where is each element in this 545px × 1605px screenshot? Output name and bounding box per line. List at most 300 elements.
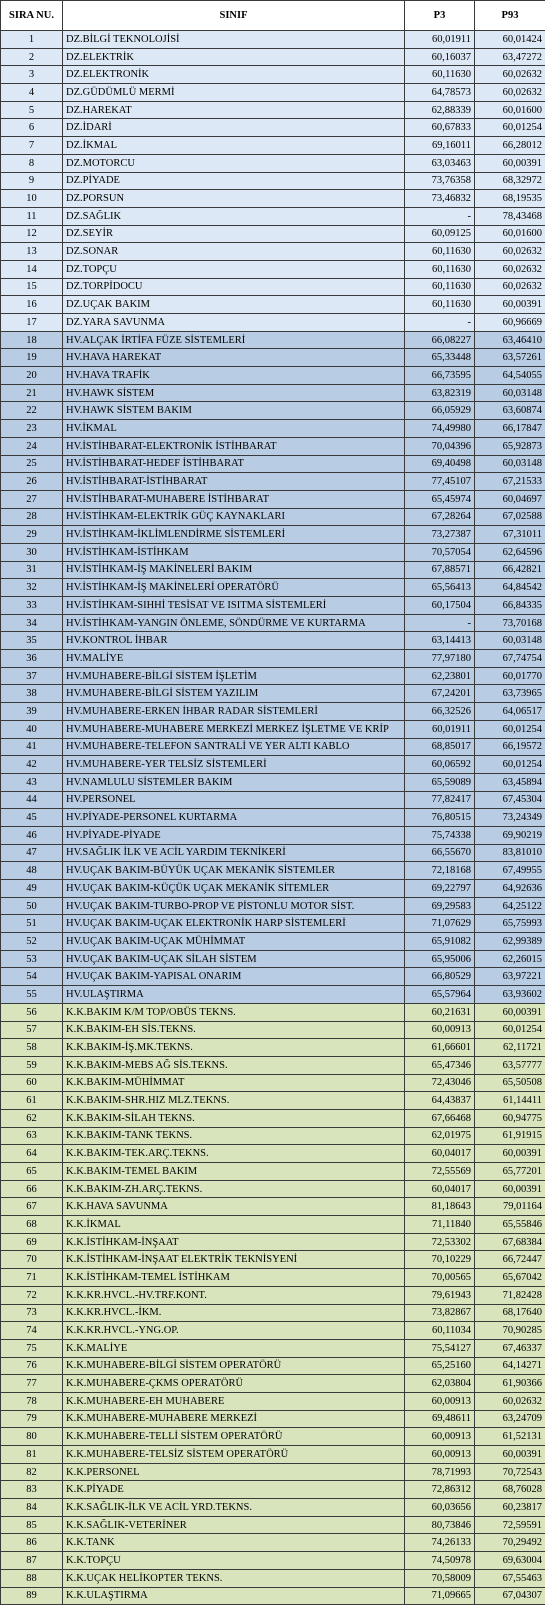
cell-p3: 74,49980 (405, 420, 475, 438)
cell-p93: 63,57777 (475, 1056, 545, 1074)
cell-sinif: HV.İSTİHBARAT-MUHABERE İSTİHBARAT (63, 490, 405, 508)
cell-sinif: K.K.MUHABERE-MUHABERE MERKEZİ (63, 1410, 405, 1428)
cell-p3: 65,45974 (405, 490, 475, 508)
table-row (1, 1375, 545, 1393)
cell-p3: 81,18643 (405, 1198, 475, 1216)
cell-p93: 67,04307 (475, 1587, 545, 1605)
cell-sinif: HV.İSTİHKAM-İKLİMLENDİRME SİSTEMLERİ (63, 526, 405, 544)
cell-no: 60 (1, 1074, 63, 1092)
cell-sinif: DZ.PİYADE (63, 172, 405, 190)
cell-no: 71 (1, 1269, 63, 1287)
cell-sinif: K.K.BAKIM-TEK.ARÇ.TEKNS. (63, 1145, 405, 1163)
cell-sinif: K.K.UÇAK HELİKOPTER TEKNS. (63, 1569, 405, 1587)
table-row (1, 48, 545, 66)
table-row (1, 1322, 545, 1340)
cell-p93: 60,01770 (475, 667, 545, 685)
table-row (1, 950, 545, 968)
cell-p93: 63,46410 (475, 331, 545, 349)
table-row (1, 773, 545, 791)
cell-p93: 68,17640 (475, 1304, 545, 1322)
cell-p93: 68,19535 (475, 190, 545, 208)
cell-no: 58 (1, 1039, 63, 1057)
table-row (1, 1039, 545, 1057)
table-row (1, 420, 545, 438)
cell-sinif: K.K.İSTİHKAM-İNŞAAT (63, 1233, 405, 1251)
cell-p93: 63,60874 (475, 402, 545, 420)
table-row (1, 137, 545, 155)
table-row (1, 1552, 545, 1570)
cell-no: 54 (1, 968, 63, 986)
cell-sinif: HV.HAVA TRAFİK (63, 367, 405, 385)
cell-sinif: HV.İSTİHBARAT-ELEKTRONİK İSTİHBARAT (63, 437, 405, 455)
table-row (1, 1074, 545, 1092)
cell-sinif: DZ.HAREKAT (63, 101, 405, 119)
cell-sinif: K.K.MUHABERE-TELLİ SİSTEM OPERATÖRÜ (63, 1428, 405, 1446)
table-row (1, 1516, 545, 1534)
cell-p3: 69,29583 (405, 897, 475, 915)
cell-p3: 60,04017 (405, 1180, 475, 1198)
cell-no: 84 (1, 1499, 63, 1517)
cell-p93: 65,67042 (475, 1269, 545, 1287)
cell-no: 16 (1, 296, 63, 314)
cell-p3: 66,73595 (405, 367, 475, 385)
cell-p93: 60,01600 (475, 101, 545, 119)
cell-no: 40 (1, 720, 63, 738)
cell-sinif: K.K.MUHABERE-BİLGİ SİSTEM OPERATÖRÜ (63, 1357, 405, 1375)
cell-no: 73 (1, 1304, 63, 1322)
table-row (1, 756, 545, 774)
cell-sinif: K.K.MALİYE (63, 1339, 405, 1357)
cell-p93: 66,72447 (475, 1251, 545, 1269)
cell-sinif: HV.İSTİHBARAT-HEDEF İSTİHBARAT (63, 455, 405, 473)
table-row (1, 1056, 545, 1074)
table-row (1, 154, 545, 172)
cell-sinif: K.K.PERSONEL (63, 1463, 405, 1481)
cell-no: 24 (1, 437, 63, 455)
table-row (1, 1251, 545, 1269)
cell-p3: 60,16037 (405, 48, 475, 66)
cell-p3: 60,01911 (405, 720, 475, 738)
cell-no: 30 (1, 543, 63, 561)
header-sinif: SINIF (63, 1, 405, 31)
cell-no: 43 (1, 773, 63, 791)
cell-sinif: K.K.BAKIM-SHR.HIZ MLZ.TEKNS. (63, 1092, 405, 1110)
cell-p3: 80,73846 (405, 1516, 475, 1534)
cell-p93: 60,00391 (475, 1446, 545, 1464)
table-row (1, 543, 545, 561)
cell-p3: 76,80515 (405, 809, 475, 827)
cell-p93: 63,73965 (475, 685, 545, 703)
cell-p93: 60,02632 (475, 260, 545, 278)
cell-p93: 60,00391 (475, 1003, 545, 1021)
cell-sinif: HV.ULAŞTIRMA (63, 986, 405, 1004)
table-row (1, 367, 545, 385)
cell-p93: 65,77201 (475, 1163, 545, 1181)
cell-sinif: K.K.HAVA SAVUNMA (63, 1198, 405, 1216)
cell-sinif: HV.HAWK SİSTEM BAKIM (63, 402, 405, 420)
cell-p93: 67,68384 (475, 1233, 545, 1251)
table-row (1, 1198, 545, 1216)
cell-p93: 60,00391 (475, 1180, 545, 1198)
cell-p93: 72,59591 (475, 1516, 545, 1534)
table-row (1, 225, 545, 243)
table-row (1, 278, 545, 296)
cell-sinif: K.K.KR.HVCL.-YNG.OP. (63, 1322, 405, 1340)
table-row (1, 1269, 545, 1287)
cell-sinif: HV.PİYADE-PİYADE (63, 826, 405, 844)
table-row (1, 597, 545, 615)
cell-sinif: K.K.İKMAL (63, 1216, 405, 1234)
cell-sinif: HV.SAĞLIK İLK VE ACİL YARDIM TEKNİKERİ (63, 844, 405, 862)
cell-p3: 67,28264 (405, 508, 475, 526)
cell-sinif: K.K.MUHABERE-TELSİZ SİSTEM OPERATÖRÜ (63, 1446, 405, 1464)
cell-sinif: HV.MUHABERE-BİLGİ SİSTEM İŞLETİM (63, 667, 405, 685)
cell-p3: 66,80529 (405, 968, 475, 986)
table-row (1, 1180, 545, 1198)
cell-p93: 60,02632 (475, 278, 545, 296)
cell-p93: 66,17847 (475, 420, 545, 438)
cell-no: 89 (1, 1587, 63, 1605)
table-row (1, 1428, 545, 1446)
cell-no: 45 (1, 809, 63, 827)
table-row (1, 1233, 545, 1251)
cell-p93: 62,64596 (475, 543, 545, 561)
cell-p93: 60,01424 (475, 31, 545, 49)
cell-sinif: K.K.ULAŞTIRMA (63, 1587, 405, 1605)
cell-sinif: K.K.BAKIM K/M TOP/OBÜS TEKNS. (63, 1003, 405, 1021)
table-row (1, 880, 545, 898)
cell-sinif: HV.UÇAK BAKIM-BÜYÜK UÇAK MEKANİK SİSTEMLER (63, 862, 405, 880)
table-row (1, 119, 545, 137)
cell-sinif: DZ.İDARİ (63, 119, 405, 137)
cell-p3: 65,33448 (405, 349, 475, 367)
cell-p93: 60,02632 (475, 66, 545, 84)
cell-p3: 72,43046 (405, 1074, 475, 1092)
cell-sinif: K.K.PİYADE (63, 1481, 405, 1499)
cell-no: 23 (1, 420, 63, 438)
cell-sinif: DZ.ELEKTRONİK (63, 66, 405, 84)
table-row (1, 1481, 545, 1499)
table-row (1, 1127, 545, 1145)
cell-no: 20 (1, 367, 63, 385)
cell-p93: 67,46337 (475, 1339, 545, 1357)
cell-no: 67 (1, 1198, 63, 1216)
cell-p3: 72,86312 (405, 1481, 475, 1499)
cell-sinif: HV.MUHABERE-ERKEN İHBAR RADAR SİSTEMLERİ (63, 703, 405, 721)
cell-p93: 71,82428 (475, 1286, 545, 1304)
cell-p93: 68,76028 (475, 1481, 545, 1499)
cell-no: 36 (1, 650, 63, 668)
cell-p93: 66,28012 (475, 137, 545, 155)
cell-no: 6 (1, 119, 63, 137)
cell-p3: 63,03463 (405, 154, 475, 172)
cell-p93: 60,96669 (475, 314, 545, 332)
cell-sinif: HV.İKMAL (63, 420, 405, 438)
cell-no: 88 (1, 1569, 63, 1587)
cell-sinif: DZ.SONAR (63, 243, 405, 261)
cell-no: 4 (1, 84, 63, 102)
table-row (1, 1534, 545, 1552)
table-row (1, 791, 545, 809)
table-row (1, 703, 545, 721)
cell-no: 68 (1, 1216, 63, 1234)
table-row (1, 455, 545, 473)
cell-p93: 60,01254 (475, 720, 545, 738)
cell-no: 57 (1, 1021, 63, 1039)
cell-no: 55 (1, 986, 63, 1004)
cell-p93: 62,99389 (475, 933, 545, 951)
cell-p3: 67,24201 (405, 685, 475, 703)
cell-p93: 60,01254 (475, 119, 545, 137)
cell-no: 46 (1, 826, 63, 844)
cell-p3: 61,66601 (405, 1039, 475, 1057)
cell-no: 42 (1, 756, 63, 774)
cell-p93: 64,25122 (475, 897, 545, 915)
cell-p3: 70,04396 (405, 437, 475, 455)
table-row (1, 1092, 545, 1110)
cell-p93: 60,03148 (475, 632, 545, 650)
cell-no: 74 (1, 1322, 63, 1340)
cell-sinif: DZ.TORPİDOCU (63, 278, 405, 296)
table-row (1, 1021, 545, 1039)
cell-no: 31 (1, 561, 63, 579)
table-row (1, 1587, 545, 1605)
cell-p93: 60,02632 (475, 1392, 545, 1410)
cell-p93: 67,45304 (475, 791, 545, 809)
cell-p93: 61,91915 (475, 1127, 545, 1145)
cell-p93: 63,24709 (475, 1410, 545, 1428)
cell-no: 19 (1, 349, 63, 367)
cell-no: 63 (1, 1127, 63, 1145)
cell-p3: 60,17504 (405, 597, 475, 615)
cell-p3: 70,57054 (405, 543, 475, 561)
cell-p3: 65,47346 (405, 1056, 475, 1074)
table-row (1, 1145, 545, 1163)
cell-p93: 70,90285 (475, 1322, 545, 1340)
cell-p3: 65,95006 (405, 950, 475, 968)
cell-p3: 70,00565 (405, 1269, 475, 1287)
cell-p93: 60,03148 (475, 455, 545, 473)
cell-sinif: HV.İSTİHBARAT-İSTİHBARAT (63, 473, 405, 491)
cell-p3: 77,97180 (405, 650, 475, 668)
cell-p93: 73,70168 (475, 614, 545, 632)
cell-sinif: HV.İSTİHKAM-İSTİHKAM (63, 543, 405, 561)
cell-p93: 67,49955 (475, 862, 545, 880)
cell-no: 32 (1, 579, 63, 597)
cell-p3: 67,66468 (405, 1109, 475, 1127)
cell-sinif: DZ.TOPÇU (63, 260, 405, 278)
cell-no: 14 (1, 260, 63, 278)
cell-p3: 73,82867 (405, 1304, 475, 1322)
cell-p93: 64,92636 (475, 880, 545, 898)
cell-p3: 60,11630 (405, 278, 475, 296)
cell-no: 2 (1, 48, 63, 66)
table-row (1, 1304, 545, 1322)
table-row (1, 933, 545, 951)
cell-no: 47 (1, 844, 63, 862)
cell-sinif: HV.MUHABERE-YER TELSİZ SİSTEMLERİ (63, 756, 405, 774)
cell-sinif: K.K.SAĞLIK-İLK VE ACİL YRD.TEKNS. (63, 1499, 405, 1517)
header-row (1, 1, 545, 31)
cell-p3: 77,82417 (405, 791, 475, 809)
cell-p93: 73,24349 (475, 809, 545, 827)
cell-p93: 60,23817 (475, 1499, 545, 1517)
cell-p3: 69,16011 (405, 137, 475, 155)
table-header (1, 1, 545, 31)
cell-p3: 60,00913 (405, 1392, 475, 1410)
cell-no: 59 (1, 1056, 63, 1074)
cell-p93: 65,55846 (475, 1216, 545, 1234)
cell-sinif: K.K.BAKIM-EH SİS.TEKNS. (63, 1021, 405, 1039)
cell-no: 13 (1, 243, 63, 261)
cell-no: 69 (1, 1233, 63, 1251)
cell-sinif: DZ.BİLGİ TEKNOLOJİSİ (63, 31, 405, 49)
table-row (1, 314, 545, 332)
table-row (1, 384, 545, 402)
cell-p3: 65,59089 (405, 773, 475, 791)
cell-p93: 64,14271 (475, 1357, 545, 1375)
cell-no: 28 (1, 508, 63, 526)
cell-sinif: HV.PERSONEL (63, 791, 405, 809)
cell-no: 21 (1, 384, 63, 402)
cell-p3: 75,54127 (405, 1339, 475, 1357)
cell-no: 38 (1, 685, 63, 703)
cell-sinif: K.K.KR.HVCL.-İKM. (63, 1304, 405, 1322)
cell-sinif: K.K.BAKIM-TANK TEKNS. (63, 1127, 405, 1145)
table-row (1, 897, 545, 915)
cell-p93: 67,02588 (475, 508, 545, 526)
cell-sinif: DZ.SAĞLIK (63, 207, 405, 225)
cell-sinif: HV.UÇAK BAKIM-UÇAK MÜHİMMAT (63, 933, 405, 951)
cell-no: 39 (1, 703, 63, 721)
cell-sinif: HV.UÇAK BAKIM-TURBO-PROP VE PİSTONLU MOTOR SİST. (63, 897, 405, 915)
cell-p93: 79,01164 (475, 1198, 545, 1216)
table-row (1, 172, 545, 190)
cell-sinif: HV.UÇAK BAKIM-UÇAK ELEKTRONİK HARP SİSTEMLERİ (63, 915, 405, 933)
cell-sinif: HV.UÇAK BAKIM-KÜÇÜK UÇAK MEKANİK SİTEMLER (63, 880, 405, 898)
cell-p3: 60,11630 (405, 243, 475, 261)
cell-p3: 72,55569 (405, 1163, 475, 1181)
cell-p93: 65,92873 (475, 437, 545, 455)
cell-p3: 70,58009 (405, 1569, 475, 1587)
cell-no: 10 (1, 190, 63, 208)
cell-sinif: HV.HAVA HAREKAT (63, 349, 405, 367)
cell-p93: 60,04697 (475, 490, 545, 508)
cell-sinif: K.K.KR.HVCL.-HV.TRF.KONT. (63, 1286, 405, 1304)
cell-p3: 69,22797 (405, 880, 475, 898)
cell-no: 44 (1, 791, 63, 809)
cell-sinif: HV.HAWK SİSTEM (63, 384, 405, 402)
cell-sinif: K.K.TANK (63, 1534, 405, 1552)
cell-p93: 69,90219 (475, 826, 545, 844)
cell-p93: 63,93602 (475, 986, 545, 1004)
cell-no: 15 (1, 278, 63, 296)
table-row (1, 84, 545, 102)
cell-no: 27 (1, 490, 63, 508)
cell-p3: 66,32526 (405, 703, 475, 721)
cell-p3: 69,48611 (405, 1410, 475, 1428)
cell-no: 5 (1, 101, 63, 119)
cell-no: 77 (1, 1375, 63, 1393)
cell-p93: 70,29492 (475, 1534, 545, 1552)
cell-sinif: DZ.YARA SAVUNMA (63, 314, 405, 332)
table-row (1, 473, 545, 491)
cell-no: 56 (1, 1003, 63, 1021)
table-row (1, 667, 545, 685)
cell-p93: 67,31011 (475, 526, 545, 544)
table-row (1, 685, 545, 703)
cell-p3: 60,09125 (405, 225, 475, 243)
cell-sinif: K.K.MUHABERE-ÇKMS OPERATÖRÜ (63, 1375, 405, 1393)
cell-no: 49 (1, 880, 63, 898)
cell-sinif: HV.KONTROL İHBAR (63, 632, 405, 650)
cell-sinif: K.K.BAKIM-İŞ.MK.TEKNS. (63, 1039, 405, 1057)
table-row (1, 331, 545, 349)
table-row (1, 1463, 545, 1481)
cell-no: 83 (1, 1481, 63, 1499)
cell-p93: 78,43468 (475, 207, 545, 225)
cell-p3: 66,05929 (405, 402, 475, 420)
table-row (1, 349, 545, 367)
cell-p3: 62,88339 (405, 101, 475, 119)
table-row (1, 31, 545, 49)
cell-p3: 71,11840 (405, 1216, 475, 1234)
cell-no: 12 (1, 225, 63, 243)
table-row (1, 526, 545, 544)
cell-sinif: HV.NAMLULU SİSTEMLER BAKIM (63, 773, 405, 791)
cell-no: 87 (1, 1552, 63, 1570)
table-row (1, 1163, 545, 1181)
cell-p93: 68,32972 (475, 172, 545, 190)
cell-p93: 60,01600 (475, 225, 545, 243)
table-row (1, 1216, 545, 1234)
cell-no: 78 (1, 1392, 63, 1410)
cell-p3: 60,11630 (405, 296, 475, 314)
table-row (1, 490, 545, 508)
cell-no: 34 (1, 614, 63, 632)
cell-no: 72 (1, 1286, 63, 1304)
cell-p3: 71,09665 (405, 1587, 475, 1605)
cell-p3: 68,85017 (405, 738, 475, 756)
cell-sinif: K.K.BAKIM-TEMEL BAKIM (63, 1163, 405, 1181)
table-row (1, 826, 545, 844)
table-row (1, 579, 545, 597)
cell-sinif: HV.UÇAK BAKIM-YAPISAL ONARIM (63, 968, 405, 986)
cell-sinif: DZ.UÇAK BAKIM (63, 296, 405, 314)
cell-p3: 66,08227 (405, 331, 475, 349)
cell-sinif: HV.MALİYE (63, 650, 405, 668)
table-row (1, 243, 545, 261)
cell-no: 48 (1, 862, 63, 880)
cell-no: 37 (1, 667, 63, 685)
cell-p3: 62,01975 (405, 1127, 475, 1145)
cell-p93: 65,50508 (475, 1074, 545, 1092)
header-p93: P93 (475, 1, 545, 31)
cell-p3: 78,71993 (405, 1463, 475, 1481)
cell-p93: 66,19572 (475, 738, 545, 756)
cell-p3: 60,21631 (405, 1003, 475, 1021)
cell-sinif: K.K.TOPÇU (63, 1552, 405, 1570)
cell-p3: 60,03656 (405, 1499, 475, 1517)
table-row (1, 1003, 545, 1021)
cell-p93: 63,47272 (475, 48, 545, 66)
cell-p3: 74,50978 (405, 1552, 475, 1570)
cell-p3: 65,56413 (405, 579, 475, 597)
cell-sinif: K.K.BAKIM-SİLAH TEKNS. (63, 1109, 405, 1127)
table-row (1, 1446, 545, 1464)
cell-sinif: K.K.İSTİHKAM-İNŞAAT ELEKTRİK TEKNİSYENİ (63, 1251, 405, 1269)
cell-p3: 60,00913 (405, 1446, 475, 1464)
